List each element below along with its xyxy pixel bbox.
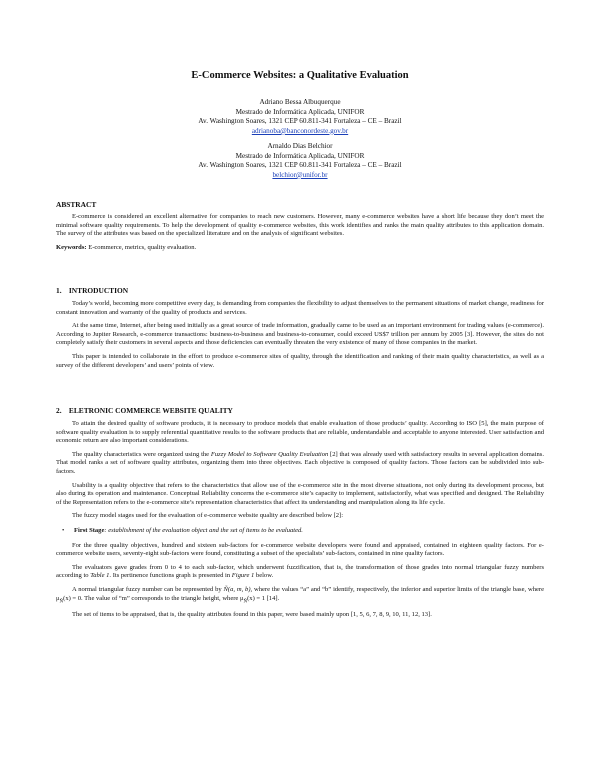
keywords-text: E-commerce, metrics, quality evaluation. [86, 243, 197, 251]
figure-reference: Figure 1 [231, 572, 255, 580]
author-address: Av. Washington Soares, 1321 CEP 60.811-341 Fortaleza – CE – Brazil [198, 117, 402, 126]
paragraph [56, 586, 544, 606]
paper-title: E-Commerce Websites: a Qualitative Evaluation [191, 70, 409, 81]
author-affiliation: Mestrado de Informática Aplicada, UNIFOR [235, 107, 365, 116]
table-reference: Table 1 [90, 572, 110, 580]
text-run: A normal triangular fuzzy number can be represented by [72, 585, 224, 593]
bullet-text: : establishment of the evaluation object and the set of items to be evaluated. [104, 526, 303, 534]
author-affiliation: Mestrado de Informática Aplicada, UNIFOR [235, 151, 365, 160]
text-run: (x) = 0. The value of “m” corresponds to the triangle height, where μ [63, 594, 244, 602]
bullet-icon: • [62, 526, 65, 534]
model-name-emphasis: Fuzzy Model to Software Quality Evaluation [210, 450, 329, 458]
author-address: Av. Washington Soares, 1321 CEP 60.811-341 Fortaleza – CE – Brazil [198, 161, 402, 170]
text-run: , where the values “a” and “b” identify, respectively, the inferior and superior limits of the triangle base, where μ [56, 585, 544, 602]
author-email-link[interactable]: belchior@unifor.br [272, 170, 328, 179]
abstract-heading: ABSTRACT [56, 200, 97, 209]
text-run: [2] that was already used with satisfactory results in several application domains. That model ranks a set of software quality attributes, organizing them into three objectives. Each objective is composed of quality factors. Those factors can be subdivided into sub-factors. [56, 450, 544, 475]
paragraph: Today’s world, becoming more competitive every day, is demanding from companies the flexibility to adjust themselves to the permanent situations of market change, readiness for constant innovation and warranty of the quality of products and services. [56, 300, 544, 316]
mu-subscript: Ñ [59, 598, 64, 604]
paragraph: At the same time, Internet, after being used initially as a great source of trade information, gradually came to be used as an important environment for trading values (e-commerce). According to Jupiter Research, e-commerce transactions: business-to-business and business-to-consumer, could exceed US$7 trillion per annum by 2005 [3]. However, the sites do not completely satisfy their customers in several aspects and those deficiencies can eventually threaten the very existence of many of those companies in the market. [56, 322, 544, 347]
paragraph: This paper is intended to collaborate in the effort to produce e-commerce sites of quality, through the identification and ranking of their main quality characteristics, as well as a survey of the different developers’ and users’ points of view. [56, 352, 544, 369]
text-run: The quality characteristics were organized using the [72, 450, 211, 458]
text-run: . Its pertinence functions graph is presented in [109, 572, 232, 580]
quality-section [56, 406, 544, 620]
paragraph: For the three quality objectives, hundred and sixteen sub-factors for e-commerce website developers were found and appraised, contained in eighteen quality factors. For e-commerce website users, seventy-eight sub-factors were found, constituting a subset of the specialists’ sub-factors, contained in nine quality factors. [56, 541, 544, 558]
section-heading-introduction: 1. INTRODUCTION [56, 286, 129, 295]
paragraph: Usability is a quality objective that refers to the characteristics that allow use of the e-commerce site in the most diverse situations, not only during its development process, but also during its operation and maintenance. Conceptual Reliability concerns the e-commerce site’s capacity to implement, satisfactorily, what was specified and designed. The Reliability of the Representation refers to the e-commerce site’s representation characteristics that affect its understanding and manipulation along its life cycle. [56, 481, 544, 506]
section-heading-quality: 2. ELETRONIC COMMERCE WEBSITE QUALITY [56, 406, 233, 415]
abstract-text: E-commerce is considered an excellent alternative for companies to reach new customers. However, many e-commerce websites have a short life because they don’t meet the minimal software quality requirements. To help the development of quality e-commerce websites, this work identifies and ranks the main quality attributes to this application domain. The survey of the attributes was based on the specialized literature and on the analysis of significant websites. [56, 213, 544, 238]
fuzzy-number-notation: Ñ(a, m, b) [223, 585, 251, 593]
text-run: below. [254, 572, 274, 580]
mu-subscript: Ñ [243, 598, 248, 604]
keywords-line [56, 244, 544, 253]
keywords-label: Keywords: [56, 243, 87, 251]
text-run: (x) = 1 [14]. [247, 594, 280, 602]
stage-bullet [56, 527, 544, 536]
author-email-link[interactable]: adrianoba@banconordeste.gov.br [251, 126, 349, 135]
paragraph: The fuzzy model stages used for the evaluation of e-commerce website quality are described below [2]: [72, 512, 344, 520]
abstract-section [56, 200, 544, 252]
text-run: The evaluators gave grades from 0 to 4 to each sub-factor, which underwent fuzzification, that is, the transformation of those grades into normal triangular fuzzy numbers according to [56, 563, 544, 580]
author-name: Adriano Bessa Albuquerque [259, 98, 341, 106]
paragraph: To attain the desired quality of software products, it is necessary to produce models that enable evaluation of those products’ quality. According to ISO [5], the main purpose of software quality evaluation is to supply referential quantitative results to the software products that are reliable, understandable and acceptable to anyone interested. User satisfaction and economic return are also important considerations. [56, 420, 544, 445]
author-block-1 [0, 98, 600, 136]
paragraph: The set of items to be appraised, that is, the quality attributes found in this paper, were based mainly upon [1, 5, 6, 7, 8, 9, 10, 11, 12, 13]. [72, 611, 432, 619]
bullet-label: First Stage [74, 526, 105, 534]
paragraph [56, 451, 544, 477]
author-block-2 [0, 142, 600, 180]
introduction-section [56, 286, 544, 370]
author-name: Arnaldo Dias Belchior [267, 142, 333, 150]
paragraph [56, 564, 544, 581]
